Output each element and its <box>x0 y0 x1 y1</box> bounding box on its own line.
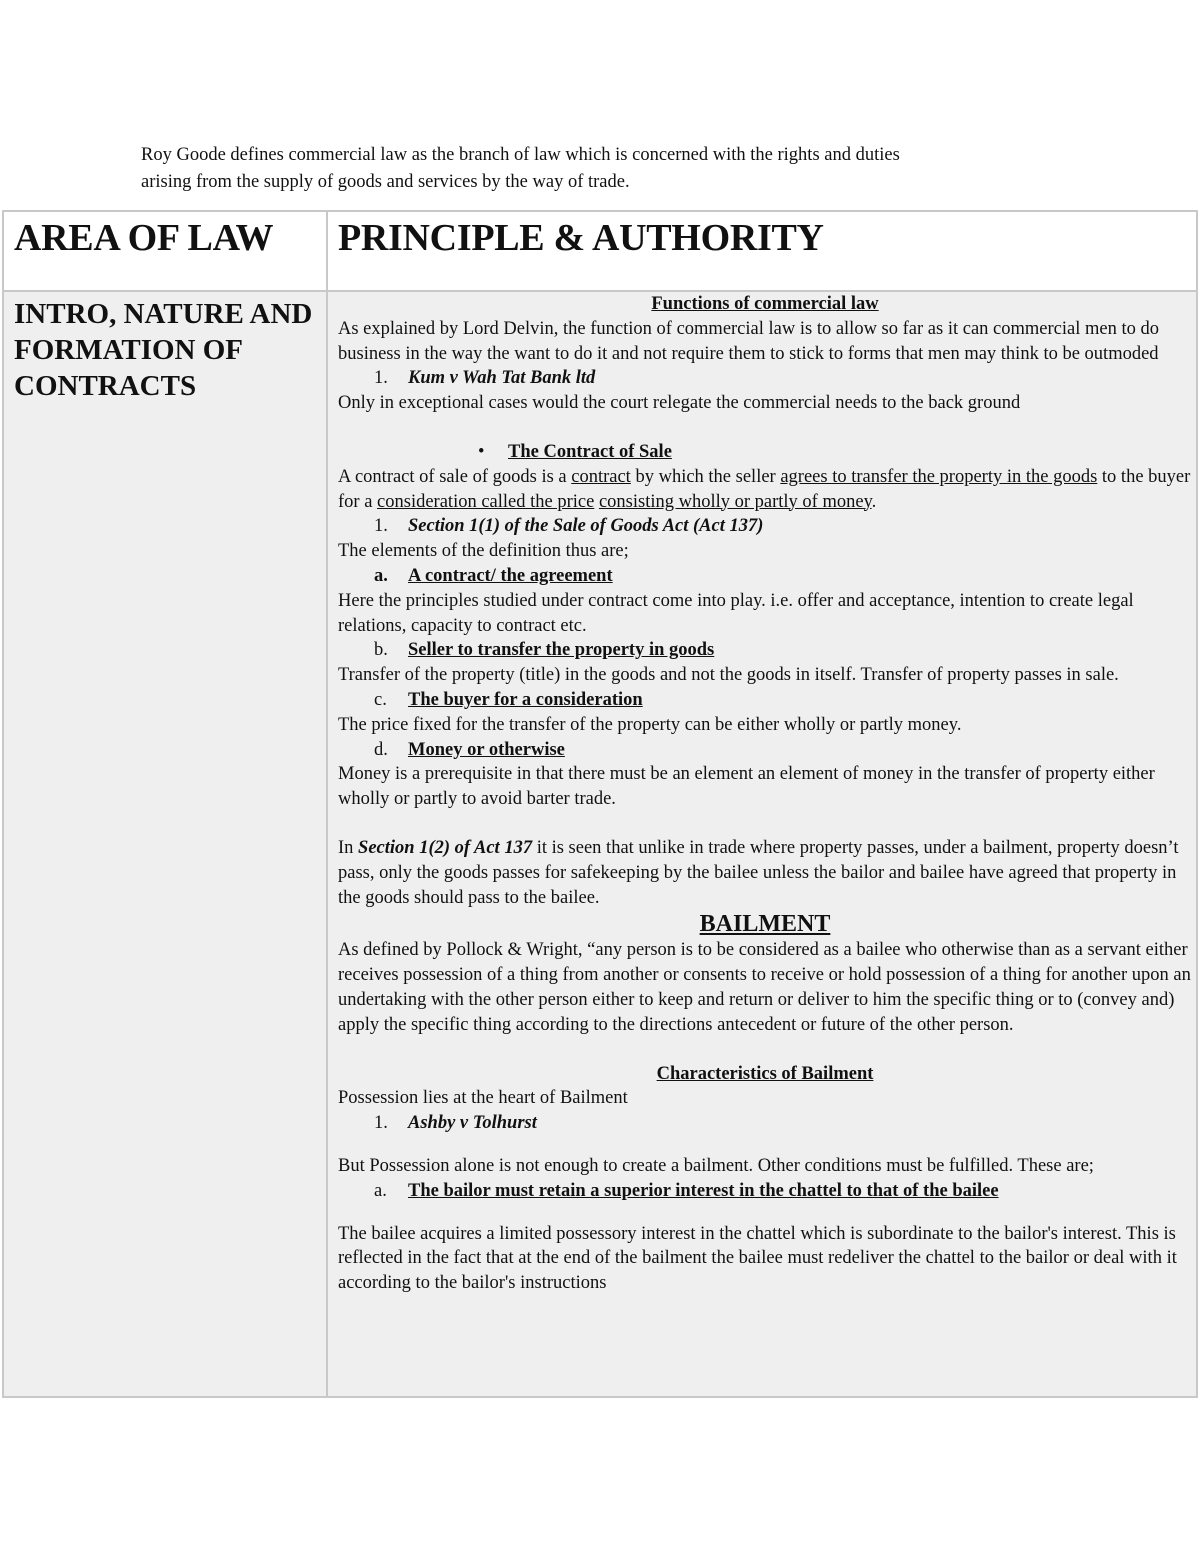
spacer <box>338 812 1192 836</box>
def-text: A contract of sale of goods is a <box>338 466 572 487</box>
element-item <box>338 688 1192 713</box>
section-item <box>338 514 1192 539</box>
intro-paragraph <box>141 142 1041 196</box>
section-number: 1. <box>374 516 388 537</box>
intro-line-2: arising from the supply of goods and services by the way of trade. <box>141 172 630 192</box>
element-item <box>338 638 1192 663</box>
def-underlined: consisting wholly or partly of money <box>598 491 872 512</box>
element-title: The buyer for a consideration <box>408 689 643 710</box>
case-number: 1. <box>374 368 388 389</box>
element-title: Seller to transfer the property in goods <box>408 640 715 661</box>
element-title: Money or otherwise <box>408 739 565 760</box>
principle-content <box>328 292 1196 1396</box>
possession-text: But Possession alone is not enough to create a bailment. Other conditions must be fulfilled. These are; <box>338 1155 1094 1176</box>
def-text: to the buyer for a <box>338 466 1191 512</box>
def-text: by which the seller <box>630 466 781 487</box>
def-underlined: agrees to transfer the property in the goods <box>780 466 1098 487</box>
functions-heading: Functions of commercial law <box>651 294 879 314</box>
s12-ref: Section 1(2) of Act 137 <box>358 837 533 858</box>
spacer <box>338 1204 1192 1222</box>
contract-sale-heading: The Contract of Sale <box>508 441 672 462</box>
def-text: . <box>871 491 877 512</box>
spacer <box>338 1136 1192 1154</box>
characteristics-heading: Characteristics of Bailment <box>656 1063 874 1084</box>
principle-cell <box>327 291 1197 1397</box>
element-title: A contract/ the agreement <box>408 565 613 586</box>
spacer <box>338 416 1192 440</box>
intro-line-1: Roy Goode defines commercial law as the branch of law which is concerned with the rights and duties <box>141 145 900 165</box>
col-area-header: AREA OF LAW <box>3 211 327 291</box>
functions-text: As explained by Lord Delvin, the function of commercial law is to allow so far as it can commercial men to do business in the way the want to do it and not require them to stick to forms that men may think to be outmoded <box>338 318 1159 364</box>
spacer <box>338 1038 1192 1062</box>
case-note: Only in exceptional cases would the court relegate the commercial needs to the back ground <box>338 393 1021 414</box>
case-name: Ashby v Tolhurst <box>408 1113 537 1134</box>
section-ref: Section 1(1) of the Sale of Goods Act (Act 137) <box>408 516 764 537</box>
elements-intro: The elements of the definition thus are; <box>338 541 629 562</box>
condition-text: The bailee acquires a limited possessory interest in the chattel which is subordinate to the bailor's interest. This is reflected in the fact that at the end of the bailment the bailee must redeliver the chattel to the bailor or deal with it according to the bailor's instructions <box>338 1223 1177 1294</box>
area-cell: INTRO, NATURE AND FORMATION OF CONTRACTS <box>3 291 327 1397</box>
condition-title: The bailor must retain a superior interest in the chattel to that of the bailee <box>408 1180 999 1201</box>
bailment-definition: As defined by Pollock & Wright, “any person is to be considered as a bailee who otherwise than as a servant either receives possession of a thing from another or consents to receive or hold possession of a thing for another upon an undertaking with the other person either to keep and return or deliver to him the specific thing or to (convey and) apply the specific thing according to the directions antecedent or future of the other person. <box>338 940 1191 1035</box>
case-name: Kum v Wah Tat Bank ltd <box>408 368 596 389</box>
col-principle-header: PRINCIPLE & AUTHORITY <box>327 211 1197 291</box>
condition-item <box>338 1179 1192 1204</box>
def-underlined: consideration called the price <box>377 491 595 512</box>
contract-definition <box>338 465 1192 515</box>
element-text: Transfer of the property (title) in the goods and not the goods in itself. Transfer of property passes in sale. <box>338 665 1119 686</box>
s12-in: In <box>338 837 359 858</box>
case-number: 1. <box>374 1113 388 1134</box>
element-letter: d. <box>374 739 388 760</box>
bullet-icon: • <box>478 441 485 462</box>
element-letter: b. <box>374 640 388 661</box>
table-row <box>3 291 1197 1397</box>
case-item <box>338 366 1192 391</box>
law-table <box>2 210 1198 1398</box>
element-letter: c. <box>374 689 387 710</box>
case-item <box>338 1111 1192 1136</box>
element-text: Here the principles studied under contract come into play. i.e. offer and acceptance, intention to create legal relations, capacity to contract etc. <box>338 590 1134 636</box>
section-1-2-paragraph <box>338 836 1192 910</box>
def-underlined: contract <box>571 466 631 487</box>
element-text: Money is a prerequisite in that there must be an element an element of money in the transfer of property either wholly or partly to avoid barter trade. <box>338 764 1155 810</box>
element-item <box>338 738 1192 763</box>
condition-letter: a. <box>374 1180 387 1201</box>
bailment-heading: BAILMENT <box>699 911 831 938</box>
table-header-row <box>3 211 1197 291</box>
s12-text: it is seen that unlike in trade where property passes, under a bailment, property doesn’t pass, only the goods passes for safekeeping by the bailee unless the bailor and bailee have agreed that property in the goods should pass to the bailee. <box>338 837 1179 908</box>
element-text: The price fixed for the transfer of the property can be either wholly or partly money. <box>338 714 962 735</box>
element-item <box>338 564 1192 589</box>
contract-sale-bullet <box>338 440 1192 465</box>
element-letter: a. <box>374 565 388 586</box>
characteristics-intro: Possession lies at the heart of Bailment <box>338 1088 628 1109</box>
